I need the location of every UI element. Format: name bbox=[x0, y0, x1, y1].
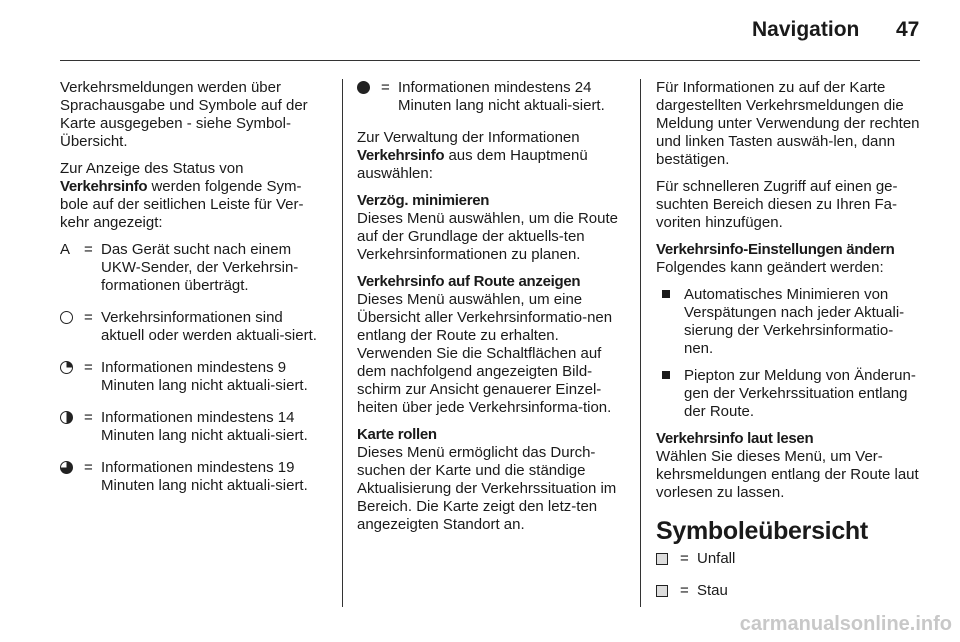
quarter-circle-icon bbox=[60, 361, 73, 374]
watermark: carmanualsonline.info bbox=[739, 613, 952, 635]
def-equals: = bbox=[84, 459, 93, 476]
symbol-accident bbox=[656, 550, 922, 568]
menu-item-show-route-traffic bbox=[357, 273, 623, 417]
def-description: Informationen mindestens 24 Minuten lang nicht aktuali-siert. bbox=[398, 79, 605, 114]
def-description: Verkehrsinformationen sind aktuell oder werden aktuali-siert. bbox=[101, 309, 317, 344]
menu-item-body: Dieses Menü auswählen, um die Route auf der Grundlage der aktuells-ten Verkehrsinformationen zu planen. bbox=[357, 210, 618, 263]
read-aloud-heading: Verkehrsinfo laut lesen bbox=[656, 430, 814, 447]
def-current bbox=[60, 309, 326, 345]
status-text-b: werden folgende Sym-bole auf der seitlichen Leiste für Ver-kehr angezeigt: bbox=[60, 178, 304, 231]
column-divider-1 bbox=[342, 79, 343, 607]
full-circle-icon bbox=[357, 81, 370, 94]
def-description: Informationen mindestens 19 Minuten lang nicht aktuali-siert. bbox=[101, 459, 308, 494]
intro-paragraph: Verkehrsmeldungen werden über Sprachausgabe und Symbole auf der Karte ausgegeben - siehe Symbol-Übersicht. bbox=[60, 79, 308, 150]
read-aloud-section bbox=[656, 430, 922, 502]
status-keyword: Verkehrsinfo bbox=[60, 178, 148, 195]
menu-item-heading: Verkehrsinfo auf Route anzeigen bbox=[357, 273, 581, 290]
bullet-square-icon bbox=[656, 286, 684, 358]
def-symbol-a: A bbox=[60, 241, 71, 258]
page-number: 47 bbox=[896, 18, 920, 41]
bullet-square-icon bbox=[656, 367, 684, 421]
header-rule bbox=[60, 60, 920, 61]
def-14min bbox=[60, 409, 326, 445]
accident-icon bbox=[656, 553, 668, 565]
status-paragraph bbox=[60, 160, 326, 232]
menu-item-body: Dieses Menü auswählen, um eine Übersicht aller Verkehrsinformatio-nen entlang der Route zu erhalten. Verwenden Sie die Schaltflächen auf dem nachfolgend angezeigten Bild-schirm zur Ansicht genauerer Einzel-heiten über jede Verkehrsinforma-tion. bbox=[357, 291, 613, 416]
settings-heading: Verkehrsinfo-Einstellungen ändern bbox=[656, 241, 895, 258]
status-text-a: Zur Anzeige des Status von bbox=[60, 160, 244, 177]
def-description: Das Gerät sucht nach einem UKW-Sender, der Verkehrsin-formationen überträgt. bbox=[101, 241, 299, 294]
def-equals: = bbox=[84, 241, 93, 258]
def-description: Informationen mindestens 9 Minuten lang nicht aktuali-siert. bbox=[101, 359, 308, 394]
settings-section bbox=[656, 241, 922, 421]
def-19min bbox=[60, 459, 326, 495]
menu-item-scroll-map bbox=[357, 426, 623, 534]
menu-item-heading: Verzög. minimieren bbox=[357, 192, 490, 209]
column-3 bbox=[656, 79, 922, 614]
menu-item-heading: Karte rollen bbox=[357, 426, 437, 443]
read-aloud-body: Wählen Sie dieses Menü, um Ver-kehrsmeldungen entlang der Route laut vorlesen zu lassen. bbox=[656, 448, 919, 501]
bullet-text: Piepton zur Meldung von Änderun-gen der Verkehrssituation entlang der Route. bbox=[684, 367, 916, 420]
menu-item-minimize-delay bbox=[357, 192, 623, 264]
section-title: Symbolеübersicht bbox=[656, 517, 868, 545]
bullet-item bbox=[656, 286, 922, 358]
favorites-paragraph: Für schnelleren Zugriff auf einen ge-suchten Bereich diesen zu Ihren Fa-voriten hinzufügen. bbox=[656, 178, 898, 231]
bullet-item bbox=[656, 367, 922, 421]
def-9min bbox=[60, 359, 326, 395]
manage-text-a: Zur Verwaltung der Informationen bbox=[357, 129, 580, 146]
def-equals: = bbox=[680, 550, 689, 567]
three-quarter-circle-icon bbox=[60, 461, 73, 474]
def-scanning bbox=[60, 241, 326, 295]
manage-text-b: aus dem Hauptmenü auswählen: bbox=[357, 147, 588, 182]
bullet-text: Automatisches Minimieren von Verspätungen nach jeder Aktuali-sierung der Verkehrsinformatio-nen. bbox=[684, 286, 905, 357]
menu-item-body: Dieses Menü ermöglicht das Durch-suchen der Karte und die ständige Aktualisierung der Verkehrssituation im Bereich. Die Karte zeigt den letz-ten angezeigten Standort an. bbox=[357, 444, 617, 533]
def-equals: = bbox=[84, 409, 93, 426]
def-24min bbox=[357, 79, 623, 115]
info-paragraph: Für Informationen zu auf der Karte dargestellten Verkehrsmeldungen die Meldung unter Verwendung der rechten und linken Tasten auswäh-len, dann bestätigen. bbox=[656, 79, 920, 168]
symbol-label: Stau bbox=[697, 582, 728, 599]
def-equals: = bbox=[84, 359, 93, 376]
traffic-jam-icon bbox=[656, 585, 668, 597]
settings-body: Folgendes kann geändert werden: bbox=[656, 259, 884, 276]
empty-circle-icon bbox=[60, 311, 73, 324]
column-divider-2 bbox=[640, 79, 641, 607]
column-1 bbox=[60, 79, 326, 509]
def-description: Informationen mindestens 14 Minuten lang nicht aktuali-siert. bbox=[101, 409, 308, 444]
column-2 bbox=[357, 79, 623, 543]
manage-keyword: Verkehrsinfo bbox=[357, 147, 445, 164]
page-header-title: Navigation bbox=[752, 18, 860, 41]
manage-paragraph bbox=[357, 129, 623, 183]
def-equals: = bbox=[381, 79, 390, 96]
symbol-traffic-jam bbox=[656, 582, 922, 600]
def-equals: = bbox=[680, 582, 689, 599]
symbol-label: Unfall bbox=[697, 550, 736, 567]
def-equals: = bbox=[84, 309, 93, 326]
half-circle-icon bbox=[60, 411, 73, 424]
